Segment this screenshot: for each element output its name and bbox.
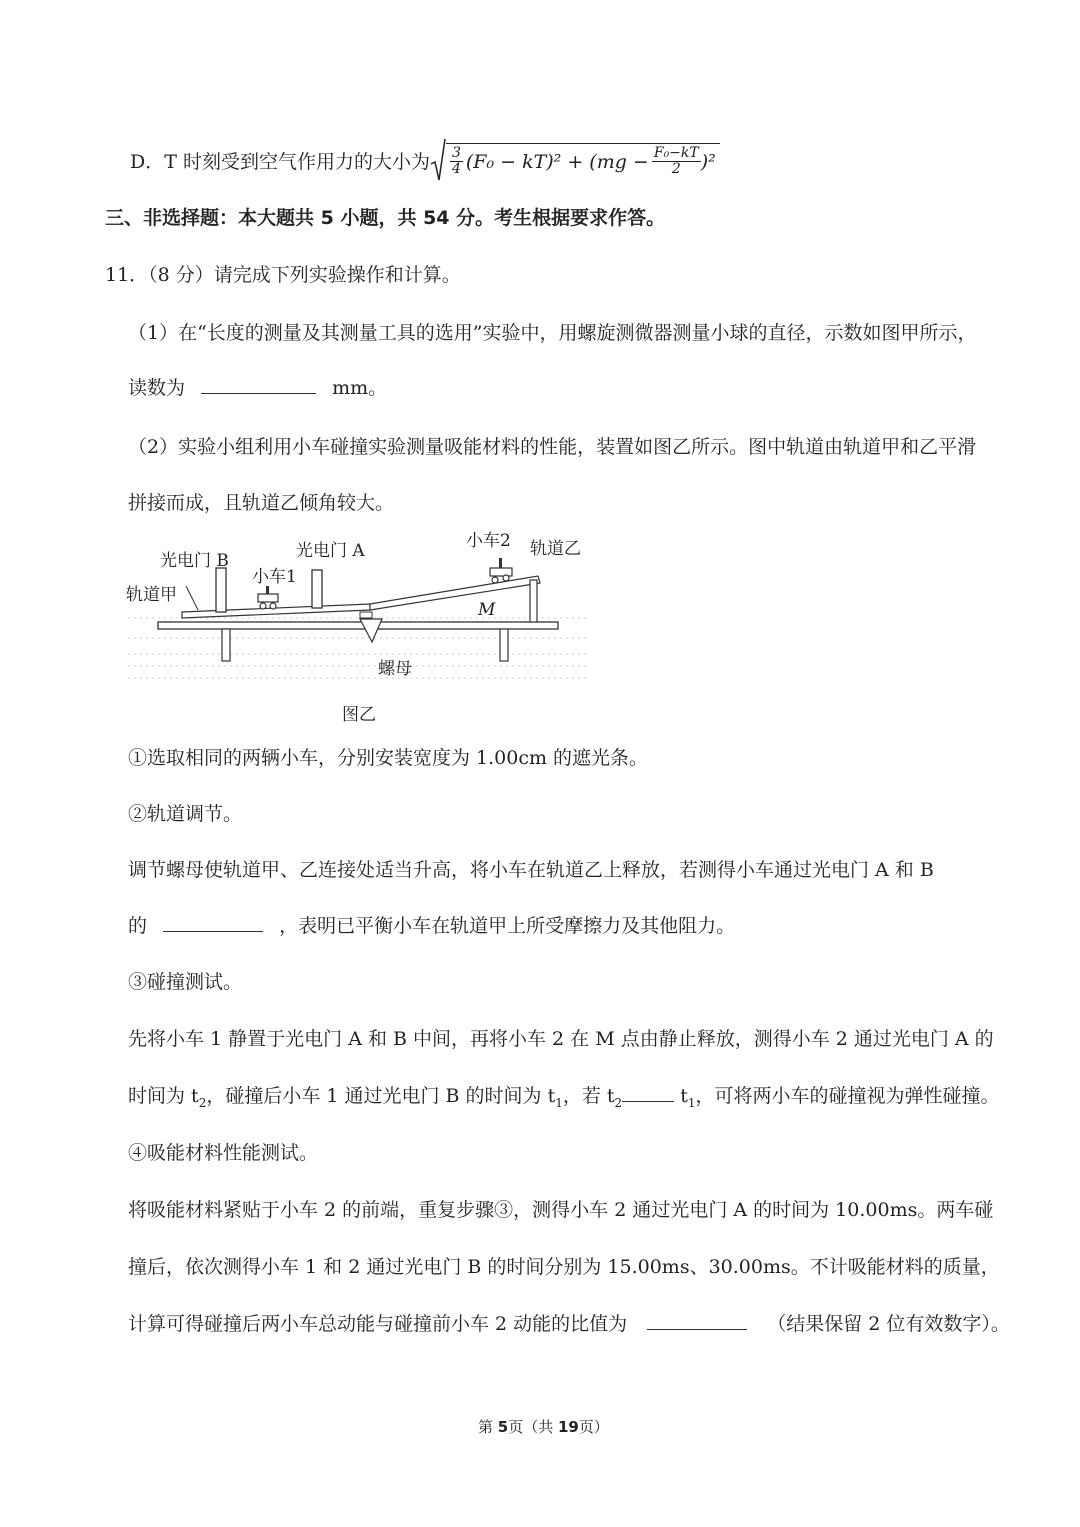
answer-blank-gate-times[interactable] — [163, 912, 263, 932]
option-d-text: D．T 时刻受到空气作用力的大小为 — [130, 150, 430, 173]
question-11-intro: 11．（8 分）请完成下列实验操作和计算。 — [105, 264, 461, 286]
label-car-1: 小车1 — [252, 567, 297, 587]
page-total: 19 — [558, 1418, 579, 1436]
formula-term-1: (F₀ − kT)² + (mg − — [465, 150, 649, 173]
fraction-3-4: $\frac{3}{4}$ — [451, 144, 461, 177]
formula-term-2: )² — [700, 150, 716, 173]
answer-blank-reading[interactable] — [201, 374, 316, 394]
label-nut: 螺母 — [378, 659, 412, 679]
part1-prefix: 读数为 — [128, 377, 186, 399]
section-heading: 三、非选择题：本大题共 5 小题，共 54 分。考生根据要求作答。 — [105, 207, 666, 229]
step-2-line1: 调节螺母使轨道甲、乙连接处适当升高，将小车在轨道乙上释放，若测得小车通过光电门 A 和 B — [128, 859, 934, 881]
photogate-b — [216, 568, 226, 612]
radical-sign-icon — [430, 138, 446, 182]
step-2-title: ②轨道调节。 — [128, 803, 243, 825]
track-support — [530, 580, 537, 622]
label-track-yi: 轨道乙 — [530, 539, 581, 559]
label-photogate-a: 光电门 A — [296, 541, 365, 561]
part1-line1: （1）在“长度的测量及其测量工具的选用”实验中，用螺旋测微器测量小球的直径，示数如图甲所示， — [128, 322, 977, 344]
nut-icon — [360, 619, 382, 642]
step-4-line1: 将吸能材料紧贴于小车 2 的前端，重复步骤③，测得小车 2 通过光电门 A 的时间为 10.00ms。两车碰 — [128, 1199, 994, 1221]
answer-blank-energy-ratio[interactable] — [647, 1310, 747, 1330]
step-4-line3: 计算可得碰撞后两小车总动能与碰撞前小车 2 动能的比值为 （结果保留 2 位有效数字）。 — [128, 1309, 1010, 1336]
track-yi — [370, 576, 540, 610]
fraction-f0-kt: $\frac{\text{F₀−kT}}{2}$ — [653, 144, 699, 177]
part1-unit: mm。 — [332, 377, 388, 399]
table-leg-left — [222, 629, 230, 661]
page-number: 5 — [497, 1418, 509, 1436]
step-2-line2: 的 ，表明已平衡小车在轨道甲上所受摩擦力及其他阻力。 — [128, 911, 735, 938]
step-3-line2: 时间为 $t_2$，碰撞后小车 1 通过光电门 B 的时间为 $t_1$，若 $t_2$ $t_1$，可将两小车的碰撞视为弹性碰撞。 — [128, 1081, 1000, 1110]
car-1 — [258, 586, 278, 609]
option-d — [130, 138, 720, 182]
label-car-2: 小车2 — [466, 531, 511, 551]
label-point-m: M — [478, 600, 496, 620]
page-footer: 第 5页（共 19页） — [478, 1418, 609, 1436]
step-3-line1: 先将小车 1 静置于光电门 A 和 B 中间，再将小车 2 在 M 点由静止释放，测得小车 2 通过光电门 A 的 — [128, 1028, 994, 1050]
part1-line2 — [128, 373, 387, 400]
answer-blank-comparison[interactable] — [622, 1082, 674, 1102]
step-4-title: ④吸能材料性能测试。 — [128, 1142, 319, 1164]
photogate-a — [312, 570, 322, 608]
label-photogate-b: 光电门 B — [160, 551, 229, 571]
figure-caption: 图乙 — [342, 705, 376, 725]
label-track-jia: 轨道甲 — [126, 585, 177, 605]
step-1: ①选取相同的两辆小车，分别安装宽度为 1.00cm 的遮光条。 — [128, 747, 649, 769]
sqrt-formula — [430, 138, 720, 182]
step-3-title: ③碰撞测试。 — [128, 971, 243, 993]
step-4-line2: 撞后，依次测得小车 1 和 2 通过光电门 B 的时间分别为 15.00ms、30.00ms。不计吸能材料的质量， — [128, 1256, 1000, 1278]
part2-line2: 拼接而成，且轨道乙倾角较大。 — [128, 492, 395, 514]
car-2 — [490, 558, 512, 583]
table-leg-right — [500, 629, 508, 661]
base-table — [158, 622, 558, 629]
part2-line1: （2）实验小组利用小车碰撞实验测量吸能材料的性能，装置如图乙所示。图中轨道由轨道甲和乙平滑 — [128, 436, 977, 458]
